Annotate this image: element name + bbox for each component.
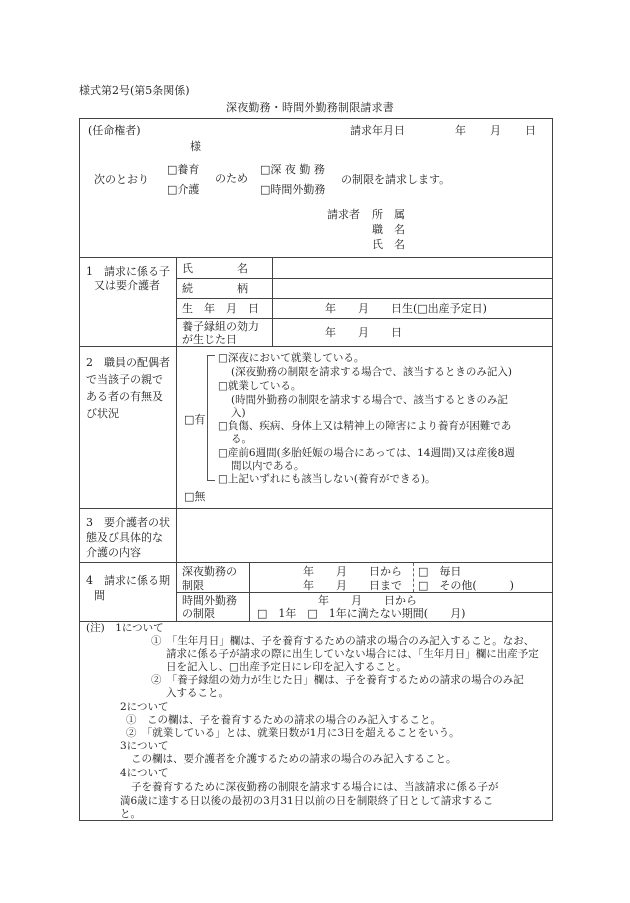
divider [272, 257, 273, 346]
divider [79, 562, 553, 563]
child-name-label: 氏 名 [182, 262, 248, 275]
section4-label: 4 請求に係る期 [86, 574, 170, 587]
adoption-date-label: が生じた日 [182, 333, 237, 346]
status-item[interactable]: □産前6週間(多胎妊娠の場合にあっては、14週間)又は産後8週 [218, 447, 515, 459]
status-item[interactable]: □負傷、疾病、身体上又は精神上の障害により養育が困難であ [218, 420, 512, 432]
divider [176, 318, 553, 319]
note-line: 日を記入し、□出産予定日にレ印を記入すること。 [166, 661, 407, 673]
section3-label: 介護の内容 [86, 546, 141, 559]
status-note: (深夜勤務の制限を請求する場合で、該当するときのみ記入) [231, 366, 512, 378]
section1-label: 又は要介護者 [94, 279, 160, 292]
spouse-no-checkbox[interactable]: □無 [184, 490, 206, 503]
note-line: と。 [120, 808, 141, 820]
position-label: 職 名 [372, 223, 405, 236]
note-line: ② 「就業している」とは、就業日数が1月に3日を超えることをいう。 [126, 727, 460, 739]
divider [79, 257, 553, 258]
status-note: 間以内である。 [231, 460, 305, 472]
note-line: 満6歳に達する日以後の最初の3月31日以前の日を制限終了日として請求するこ [120, 795, 494, 807]
section4-label: 間 [94, 589, 105, 602]
request-year: 年 [455, 124, 466, 137]
divider [176, 278, 553, 279]
overtime-period-options[interactable]: □ 1年 □ 1年に満たない期間( 月) [257, 607, 466, 620]
overtime-checkbox[interactable]: □時間外勤務 [260, 183, 326, 196]
bracket [207, 355, 215, 481]
status-item[interactable]: □深夜において就業している。 [218, 352, 365, 364]
note-heading: 2について [120, 701, 169, 713]
status-note: る。 [231, 433, 252, 445]
night-end-date: 年 月 日まで [303, 579, 402, 592]
status-note: (時間外勤務の制限を請求する場合で、該当するときのみ記 [231, 394, 508, 406]
name-label: 氏 名 [372, 238, 405, 251]
note-line: (注) 1について [86, 622, 164, 634]
overtime-start-date: 年 月 日から [318, 594, 417, 607]
note-line: この欄は、要介護者を介護するための請求の場合のみ記入すること。 [131, 753, 457, 765]
adoption-date-value: 年 月 日 [325, 326, 402, 339]
request-month: 月 [490, 124, 501, 137]
section2-label: び状況 [86, 407, 119, 420]
divider [249, 562, 250, 621]
divider [79, 508, 553, 509]
daily-checkbox[interactable]: □ 毎日 [418, 565, 462, 578]
relation-label: 続 柄 [182, 282, 248, 295]
form-number: 様式第2号(第5条関係) [79, 84, 190, 97]
divider [413, 563, 414, 592]
note-line: ① この欄は、子を養育するための請求の場合のみ記入すること。 [126, 714, 441, 726]
divider [176, 298, 553, 299]
adoption-date-label: 養子縁組の効力 [182, 320, 259, 333]
section3-label: 3 要介護者の状 [86, 516, 170, 529]
section1-label: 1 請求に係る子 [86, 265, 170, 278]
birth-date-label: 生 年 月 日 [182, 302, 259, 315]
spouse-yes-checkbox[interactable]: □有 [184, 413, 206, 426]
section3-label: 態及び具体的な [86, 531, 163, 544]
care-checkbox[interactable]: □介護 [167, 183, 200, 196]
status-item[interactable]: □就業している。 [218, 380, 302, 392]
section2-label: で当該子の親で [86, 373, 163, 386]
affiliation-label: 所 属 [372, 208, 405, 221]
section2-label: ある者の有無及 [86, 390, 163, 403]
divider [79, 346, 553, 347]
note-line: 子を養育するために深夜勤務の制限を請求する場合には、当該請求に係る子が [131, 781, 499, 793]
request-day: 日 [525, 124, 536, 137]
honorific: 様 [190, 140, 201, 153]
requester-label: 請求者 [327, 208, 360, 221]
overtime-limit-label: 時間外勤務 [182, 594, 237, 607]
lead-text: 次のとおり [94, 173, 149, 186]
childcare-checkbox[interactable]: □養育 [167, 163, 200, 176]
appointer-label: (任命権者) [88, 124, 141, 137]
status-note: 入) [231, 407, 246, 419]
request-suffix: の制限を請求します。 [341, 173, 451, 186]
night-limit-label: 深夜勤務の [182, 565, 237, 578]
note-line: 入すること。 [166, 687, 229, 699]
request-date-label: 請求年月日 [350, 124, 405, 137]
birth-date-value: 年 月 日生(□出産予定日) [325, 302, 487, 315]
note-heading: 3について [120, 740, 169, 752]
purpose-text: のため [215, 172, 248, 185]
section2-label: 2 職員の配偶者 [86, 356, 170, 369]
night-start-date: 年 月 日から [303, 565, 402, 578]
divider [176, 257, 177, 621]
night-limit-label: 制限 [182, 579, 204, 592]
note-heading: 4について [120, 767, 169, 779]
note-line: ① 「生年月日」欄は、子を養育するための請求の場合のみ記入すること。なお、 [151, 635, 535, 647]
note-line: 請求に係る子が請求の際に出生していない場合には、「生年月日」欄に出産予定 [166, 648, 539, 660]
overtime-limit-label: の制限 [182, 607, 215, 620]
divider [176, 592, 553, 593]
status-item[interactable]: □上記いずれにも該当しない(養育ができる)。 [218, 473, 436, 485]
other-checkbox[interactable]: □ その他( ) [418, 579, 514, 592]
form-title: 深夜勤務・時間外勤務制限請求書 [226, 101, 394, 114]
night-work-checkbox[interactable]: □深 夜 勤 務 [260, 163, 325, 176]
note-line: ② 「養子縁組の効力が生じた日」欄は、子を養育するための請求の場合のみ記 [151, 674, 524, 686]
